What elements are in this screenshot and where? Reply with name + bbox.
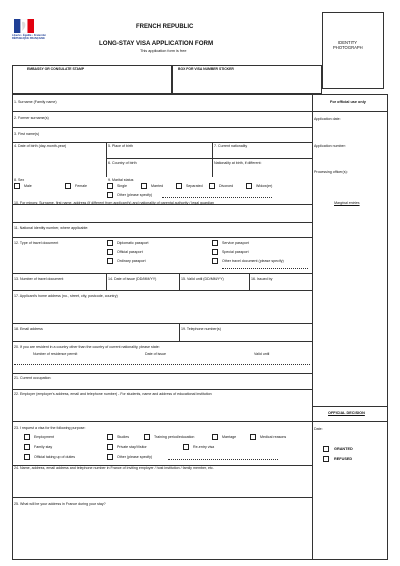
employer-field[interactable]: 22. Employer (employer's address, email and telephone number) - For students, name and address of educational institution — [14, 392, 212, 396]
embassy-stamp-label: EMBASSY OR CONSULATE STAMP — [27, 67, 85, 71]
marital-widow-checkbox[interactable] — [246, 183, 252, 189]
republic-logo — [14, 19, 34, 33]
diplomatic-passport-checkbox[interactable] — [107, 240, 113, 246]
purpose-reentry-checkbox[interactable] — [183, 444, 189, 450]
service-passport-checkbox[interactable] — [212, 240, 218, 246]
first-names-field[interactable]: 3. First name(s) — [14, 132, 40, 136]
granted-label: GRANTED — [334, 447, 353, 451]
residence-label: 20. If you are resident in a country other than the country of current nationality, please state: — [14, 345, 160, 349]
marital-other-label: Other (please specify) — [117, 193, 153, 197]
sex-label: 8. Sex — [14, 178, 25, 182]
marital-married-label: Married — [151, 184, 164, 188]
purpose-other-label: Other (please specify) — [117, 455, 153, 459]
purpose-official-duties-checkbox[interactable] — [24, 454, 30, 460]
official-use-heading: For official use only — [330, 100, 366, 104]
processing-officer-label: Processing officer(s): — [314, 170, 348, 174]
marital-status-label: 9. Marital status — [108, 178, 134, 182]
purpose-training-label: Training period/education — [154, 435, 195, 439]
issued-by-field[interactable]: 16. Issued by — [251, 277, 273, 281]
marginal-entries-label: Marginal entries — [334, 201, 360, 205]
other-travel-document-label: Other travel document (please specify) — [222, 259, 284, 263]
residence-permit-number-field[interactable]: Number of residence permit — [33, 352, 78, 356]
diplomatic-passport-label: Diplomatic passport — [117, 241, 149, 245]
sex-female-label: Female — [75, 184, 87, 188]
country-name: FRENCH REPUBLIC — [136, 24, 194, 30]
current-occupation-field[interactable]: 21. Current occupation: — [14, 376, 52, 380]
purpose-employment-label: Employment — [34, 435, 54, 439]
inviting-host-field[interactable]: 24. Name, address, email address and telephone number in France of inviting employer / host institution / family member, etc. — [14, 466, 214, 470]
residence-valid-until-field[interactable]: Valid until — [254, 352, 270, 356]
marital-separated-checkbox[interactable] — [176, 183, 182, 189]
date-of-issue-field[interactable]: 14. Date of issue (DD/MM/YY) — [108, 277, 157, 281]
purpose-training-checkbox[interactable] — [144, 434, 150, 440]
visa-purpose-label: 23. I request a visa for the following purpose: — [14, 426, 86, 430]
form-subtitle: This application form is free — [140, 49, 187, 53]
photo-label: PHOTOGRAPH — [333, 45, 363, 50]
special-passport-checkbox[interactable] — [212, 249, 218, 255]
ordinary-passport-label: Ordinary passport — [117, 259, 146, 263]
purpose-family-checkbox[interactable] — [24, 444, 30, 450]
purpose-private-label: Private stay/Visitor — [117, 445, 147, 449]
minors-guardian-field[interactable]: 10. For minors: Surname, first name, address (if different from applicant's) and nationality of parental authority / legal guardian — [14, 201, 214, 205]
date-of-birth-field[interactable]: 4. Date of birth (day-month-year) — [14, 144, 67, 148]
purpose-studies-label: Studies — [117, 435, 129, 439]
purpose-reentry-label: Re-entry visa — [193, 445, 215, 449]
marital-married-checkbox[interactable] — [141, 183, 147, 189]
sex-male-checkbox[interactable] — [14, 183, 20, 189]
marital-widow-label: Widow(er) — [256, 184, 273, 188]
service-passport-label: Service passport — [222, 241, 249, 245]
marital-single-checkbox[interactable] — [107, 183, 113, 189]
visa-sticker-label: BOX FOR VISA NUMBER STICKER — [178, 67, 234, 71]
form-title: LONG-STAY VISA APPLICATION FORM — [99, 40, 214, 47]
marital-other-checkbox[interactable] — [107, 192, 113, 198]
marital-single-label: Single — [117, 184, 127, 188]
marital-separated-label: Separated — [186, 184, 203, 188]
special-passport-label: Special passport — [222, 250, 249, 254]
sex-male-label: Male — [24, 184, 32, 188]
application-number-label: Application number: — [314, 144, 346, 148]
purpose-other-checkbox[interactable] — [107, 454, 113, 460]
other-travel-document-checkbox[interactable] — [212, 258, 218, 264]
purpose-official-duties-label: Official taking up of duties — [34, 455, 76, 459]
residence-date-of-issue-field[interactable]: Date of issue — [145, 352, 166, 356]
refused-checkbox[interactable] — [323, 456, 329, 462]
identity-photograph-box[interactable] — [322, 12, 384, 89]
purpose-medical-label: Medical reasons — [260, 435, 287, 439]
home-address-field[interactable]: 17. Applicant's home address (no., street, city, postcode, country) — [14, 294, 118, 298]
purpose-employment-checkbox[interactable] — [24, 434, 30, 440]
application-date-label: Application date: — [314, 117, 341, 121]
marital-divorced-checkbox[interactable] — [209, 183, 215, 189]
country-of-birth-field[interactable]: 6. Country of birth — [108, 161, 137, 165]
logo-motto: Liberté • Égalité • Fraternité RÉPUBLIQUE FRANÇAISE — [12, 34, 46, 41]
purpose-private-checkbox[interactable] — [107, 444, 113, 450]
travel-document-type-label: 12. Type of travel document — [14, 241, 59, 245]
decision-date-label: Date: — [314, 427, 323, 431]
valid-until-field[interactable]: 15. Valid until (DD/MM/YY) — [181, 277, 224, 281]
photo-label: IDENTITY — [338, 40, 358, 45]
official-decision-heading: OFFICIAL DECISION — [328, 411, 365, 415]
nationality-at-birth-field[interactable]: Nationality at birth, if different: — [214, 161, 262, 165]
sex-female-checkbox[interactable] — [65, 183, 71, 189]
official-passport-checkbox[interactable] — [107, 249, 113, 255]
current-nationality-field[interactable]: 7. Current nationality — [214, 144, 248, 148]
marital-divorced-label: Divorced — [219, 184, 234, 188]
purpose-marriage-checkbox[interactable] — [212, 434, 218, 440]
granted-checkbox[interactable] — [323, 446, 329, 452]
ordinary-passport-checkbox[interactable] — [107, 258, 113, 264]
refused-label: REFUSED — [334, 457, 353, 461]
official-passport-label: Official passport — [117, 250, 143, 254]
email-field[interactable]: 18. Email address — [14, 327, 43, 331]
purpose-family-label: Family stay — [34, 445, 53, 449]
telephone-field[interactable]: 19. Telephone number(s) — [181, 327, 221, 331]
national-id-field[interactable]: 11. National identity number, where applicable: — [14, 226, 89, 230]
purpose-marriage-label: Marriage — [222, 435, 237, 439]
travel-document-number-field[interactable]: 13. Number of travel document — [14, 277, 64, 281]
former-surname-field[interactable]: 2. Former surname(s) — [14, 116, 49, 120]
surname-field[interactable]: 1. Surname (Family name) — [14, 100, 57, 104]
address-in-france-field[interactable]: 25. What will be your address in France during your stay? — [14, 502, 106, 506]
purpose-studies-checkbox[interactable] — [107, 434, 113, 440]
purpose-medical-checkbox[interactable] — [250, 434, 256, 440]
place-of-birth-field[interactable]: 5. Place of birth — [108, 144, 133, 148]
